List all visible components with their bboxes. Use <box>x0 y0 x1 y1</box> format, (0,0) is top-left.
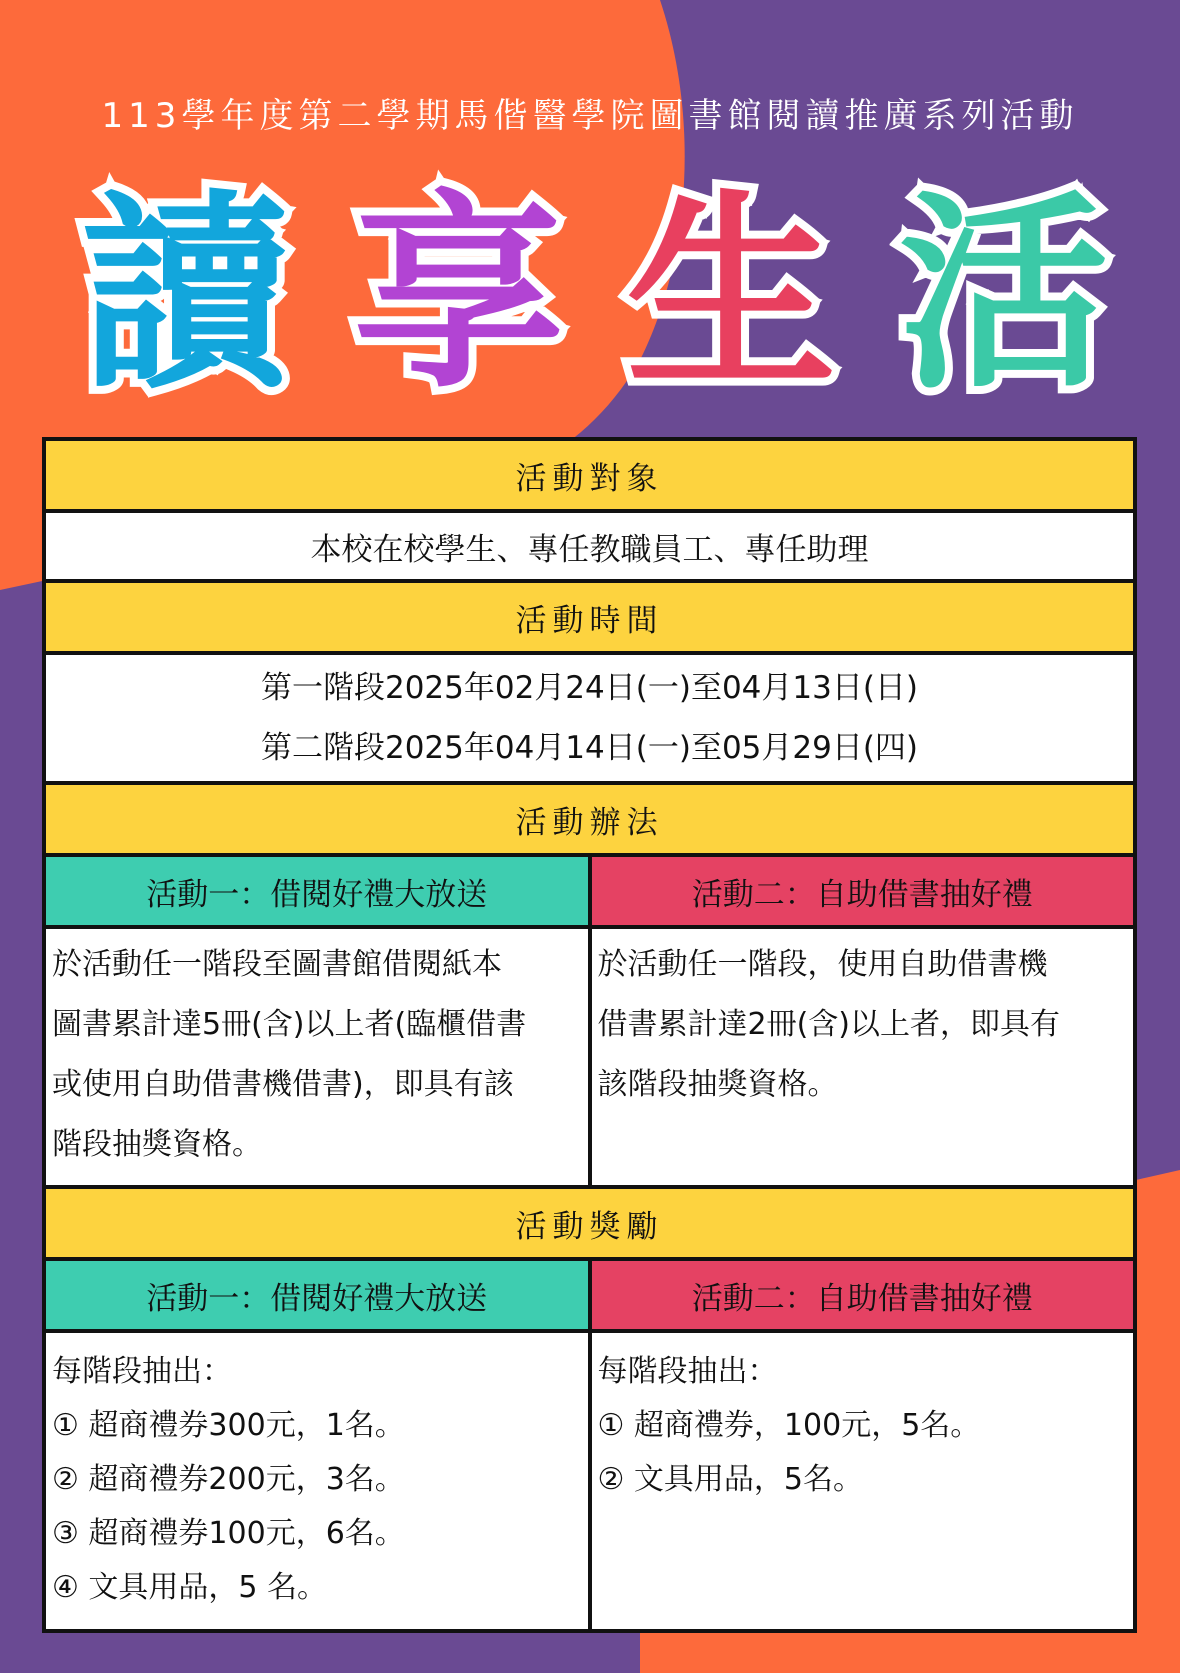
subtitle: 113學年度第二學期馬偕醫學院圖書館閱讀推廣系列活動 <box>101 96 1079 136</box>
time-phase-2: 第二階段2025年04月14日(一)至05月29日(四) <box>260 730 919 766</box>
orange-right-strip <box>1136 1170 1180 1600</box>
time-content-row <box>46 655 1133 785</box>
info-table <box>42 437 1137 1633</box>
method-activity1-title: 活動一：借閱好禮大放送 <box>46 857 588 925</box>
method-activity1-line: 階段抽獎資格。 <box>52 1127 262 1162</box>
target-heading: 活動對象 <box>46 441 1133 509</box>
method-activity2-line: 該階段抽獎資格。 <box>597 1067 838 1102</box>
target-content: 本校在校學生、專任教職員工、專任助理 <box>46 513 1133 579</box>
rewards-activity1-title: 活動一：借閱好禮大放送 <box>46 1261 588 1329</box>
rewards-activity1-item: ② 超商禮券200元，3名。 <box>52 1462 405 1497</box>
rewards-activity2-title: 活動二：自助借書抽好禮 <box>588 1261 1134 1329</box>
hero-char-4: 活 <box>898 172 1109 417</box>
rewards-titles-row <box>46 1261 1133 1333</box>
method-activity1-line: 或使用自助借書機借書)，即具有該 <box>52 1067 514 1102</box>
rewards-body-row <box>46 1333 1133 1629</box>
rewards-activity1-item: ④ 文具用品，5 名。 <box>52 1570 328 1605</box>
method-body-row <box>46 929 1133 1189</box>
rewards-activity1-body <box>46 1333 588 1629</box>
method-activity1-line: 於活動任一階段至圖書館借閱紙本 <box>52 947 502 982</box>
rewards-activity2-body <box>588 1333 1134 1629</box>
method-heading-row <box>46 785 1133 857</box>
method-heading: 活動辦法 <box>46 785 1133 853</box>
hero-char-1: 讀 <box>81 172 292 417</box>
hero-char-2: 享 <box>353 172 564 417</box>
time-heading: 活動時間 <box>46 583 1133 651</box>
rewards-activity2-item: ② 文具用品，5名。 <box>597 1462 864 1497</box>
target-heading-row <box>46 441 1133 513</box>
method-activity1-line: 圖書累計達5冊(含)以上者(臨櫃借書 <box>52 1007 527 1042</box>
rewards-activity2-item: ① 超商禮券，100元，5名。 <box>597 1408 981 1443</box>
hero-char-3: 生 <box>626 172 837 417</box>
rewards-heading: 活動獎勵 <box>46 1189 1133 1257</box>
rewards-activity1-item: ① 超商禮券300元，1名。 <box>52 1408 405 1443</box>
method-activity2-body <box>588 929 1134 1185</box>
rewards-activity2-intro: 每階段抽出： <box>597 1354 778 1389</box>
rewards-activity1-item: ③ 超商禮券100元，6名。 <box>52 1516 405 1551</box>
method-activity1-body <box>46 929 588 1185</box>
rewards-activity1-intro: 每階段抽出： <box>52 1354 232 1389</box>
method-activity2-title: 活動二：自助借書抽好禮 <box>588 857 1134 925</box>
time-heading-row <box>46 583 1133 655</box>
time-content <box>46 655 1133 781</box>
target-content-row <box>46 513 1133 583</box>
method-activity2-line: 借書累計達2冊(含)以上者，即具有 <box>597 1007 1060 1042</box>
method-activity2-line: 於活動任一階段，使用自助借書機 <box>597 947 1048 982</box>
hero-title <box>50 170 1140 420</box>
time-phase-1: 第一階段2025年02月24日(一)至04月13日(日) <box>260 670 919 706</box>
method-titles-row <box>46 857 1133 929</box>
rewards-heading-row <box>46 1189 1133 1261</box>
